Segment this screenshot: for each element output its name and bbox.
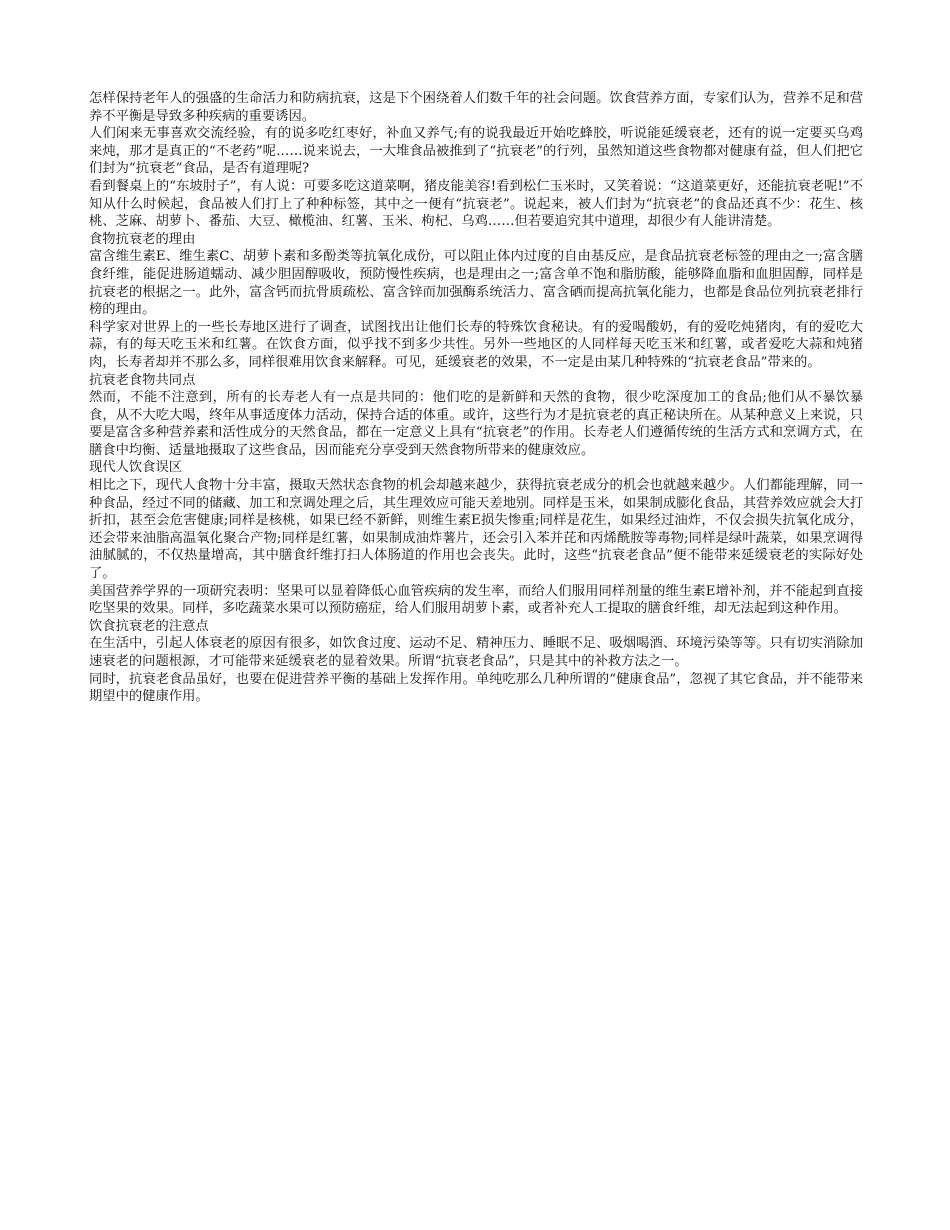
- section-reasons-paragraph-2: 科学家对世界上的一些长寿地区进行了调查，试图找出让他们长寿的特殊饮食秘诀。有的爱喝酸奶，有的爱吃炖猪肉，有的爱吃大蒜，有的每天吃玉米和红薯。在饮食方面，似乎找不到多少共性。另外一些地区的人同样每天吃玉米和红薯，或者爱吃大蒜和炖猪肉，长寿者却并不那么多，同样很难用饮食来解释。可见，延缓衰老的效果，不一定是由某几种特殊的“抗衰老食品”带来的。: [89, 319, 863, 370]
- section-heading-common-points: 抗衰老食物共同点: [89, 372, 196, 388]
- intro-paragraph-2: 人们闲来无事喜欢交流经验，有的说多吃红枣好，补血又养气;有的说我最近开始吃蜂胶，听说能延缓衰老，还有的说一定要买乌鸡来炖，那才是真正的“不老药”呢……说来说去，一大堆食品被推到了“抗衰老”的行列，虽然知道这些食物都对健康有益，但人们把它们封为“抗衰老”食品，是否有道理呢?: [89, 126, 863, 177]
- section-common-points-paragraph-1: 然而，不能不注意到，所有的长寿老人有一点是共同的：他们吃的是新鲜和天然的食物，很少吃深度加工的食品;他们从不暴饮暴食，从不大吃大喝，终年从事适度体力活动，保持合适的体重。或许，这些行为才是抗衰老的真正秘诀所在。从某种意义上来说，只要是富含多种营养素和活性成分的天然食品，都在一定意义上具有“抗衰老”的作用。长寿老人们遵循传统的生活方式和烹调方式，在膳食中均衡、适量地摄取了这些食品，因而能充分享受到天然食物所带来的健康效应。: [89, 390, 864, 458]
- section-heading-modern-mistakes: 现代人饮食误区: [89, 460, 183, 476]
- section-modern-mistakes-paragraph-1: 相比之下，现代人食物十分丰富，摄取天然状态食物的机会却越来越少，获得抗衰老成分的机会也就越来越少。人们都能理解，同一种食品，经过不同的储藏、加工和烹调处理之后，其生理效应可能天差地别。同样是玉米，如果制成膨化食品，其营养效应就会大打折扣，甚至会危害健康;同样是核桃，如果已经不新鲜，则维生素E损失惨重;同样是花生，如果经过油炸，不仅会损失抗氧化成分，还会带来油脂高温氧化聚合产物;同样是红薯，如果制成油炸薯片，还会引入苯并芘和丙烯酰胺等毒物;同样是绿叶蔬菜，如果烹调得油腻腻的，不仅热量增高，其中膳食纤维打扫人体肠道的作用也会丧失。此时，这些“抗衰老食品”便不能带来延缓衰老的实际好处了。: [89, 478, 863, 582]
- intro-paragraph-1: 怎样保持老年人的强盛的生命活力和防病抗衰，这是下个困绕着人们数千年的社会问题。饮食营养方面，专家们认为，营养不足和营养不平衡是导致多种疾病的重要诱因。: [89, 91, 863, 124]
- section-modern-mistakes-paragraph-2: 美国营养学界的一项研究表明：坚果可以显着降低心血管疾病的发生率，而给人们服用同样剂量的维生素E增补剂，并不能起到直接吃坚果的效果。同样，多吃蔬菜水果可以预防癌症，给人们服用胡萝卜素，或者补充人工提取的膳食纤维，却无法起到这种作用。: [89, 583, 863, 617]
- section-precautions-paragraph-1: 在生活中，引起人体衰老的原因有很多，如饮食过度、运动不足、精神压力、睡眠不足、吸烟喝酒、环境污染等等。只有切实消除加速衰老的问题根源，才可能带来延缓衰老的显着效果。所谓“抗衰老食品”，只是其中的补救方法之一。: [89, 636, 863, 669]
- section-precautions-paragraph-2: 同时，抗衰老食品虽好，也要在促进营养平衡的基础上发挥作用。单纯吃那么几种所谓的“健康食品”，忽视了其它食品，并不能带来期望中的健康作用。: [89, 671, 863, 705]
- intro-paragraph-3: 看到餐桌上的“东坡肘子”，有人说：可要多吃这道菜啊，猪皮能美容!看到松仁玉米时，又笑着说：“这道菜更好，还能抗衰老呢!”不知从什么时候起，食品被人们打上了种种标签，其中之一便有“抗衰老”。说起来，被人们封为“抗衰老”的食品还真不少：花生、核桃、芝麻、胡萝卜、番茄、大豆、橄榄油、红薯、玉米、枸杞、乌鸡……但若要追究其中道理，却很少有人能讲清楚。: [89, 178, 863, 230]
- document-body: [89, 90, 863, 706]
- section-heading-reasons: 食物抗衰老的理由: [89, 231, 196, 247]
- section-reasons-paragraph-1: 富含维生素E、维生素C、胡萝卜素和多酚类等抗氧化成份，可以阻止体内过度的自由基反应，是食品抗衰老标签的理由之一;富含膳食纤维，能促进肠道蠕动、减少胆固醇吸收，预防慢性疾病，也是理由之一;富含单不饱和脂肪酸，能够降血脂和血胆固醇，同样是抗衰老的根据之一。此外，富含钙而抗骨质疏松、富含锌而加强酶系统活力、富含硒而提高抗氧化能力，也都是食品位列抗衰老排行榜的理由。: [89, 249, 863, 318]
- section-heading-precautions: 饮食抗衰老的注意点: [89, 618, 209, 634]
